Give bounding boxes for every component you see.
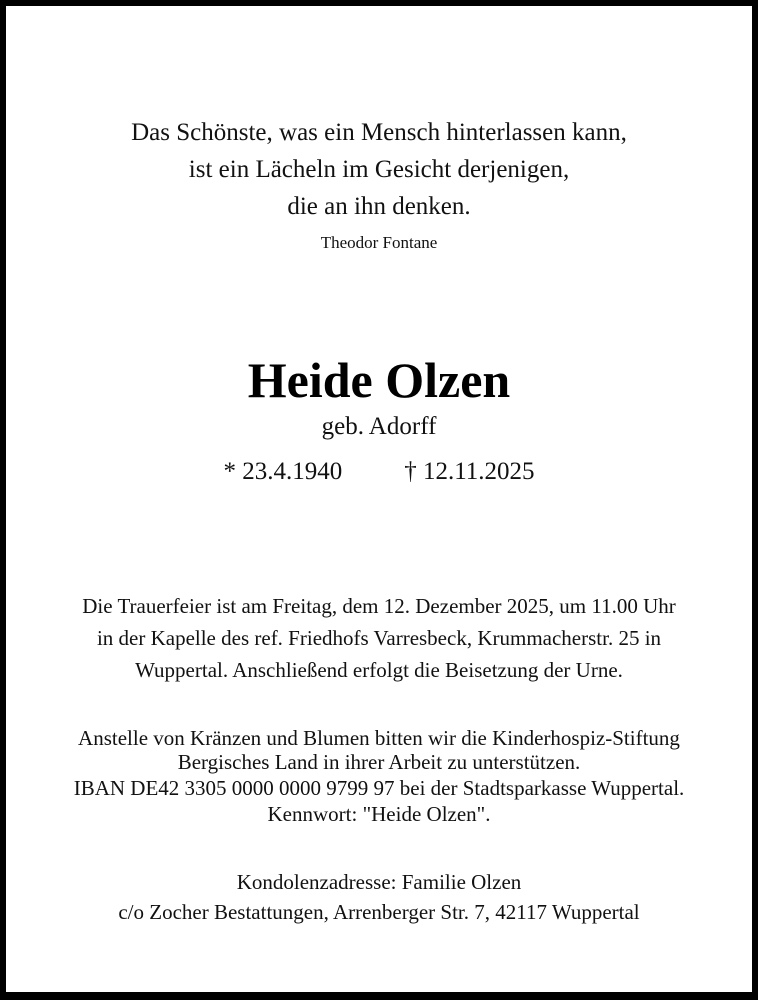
donation-line: Bergisches Land in ihrer Arbeit zu unterstützen. xyxy=(177,750,581,774)
donation-line: Kennwort: "Heide Olzen". xyxy=(267,802,491,826)
quote-line: die an ihn denken. xyxy=(287,193,471,220)
ceremony-line: Wuppertal. Anschließend erfolgt die Beisetzung der Urne. xyxy=(135,658,623,682)
donation-line: Anstelle von Kränzen und Blumen bitten wir die Kinderhospiz-Stiftung xyxy=(78,726,680,750)
maiden-name: geb. Adorff xyxy=(321,413,437,440)
quote-line: ist ein Lächeln im Gesicht derjenigen, xyxy=(188,156,570,183)
donation-line: IBAN DE42 3305 0000 0000 9799 97 bei der Stadtsparkasse Wuppertal. xyxy=(73,776,685,800)
life-dates xyxy=(6,457,752,487)
ceremony-line: Die Trauerfeier ist am Freitag, dem 12. Dezember 2025, um 11.00 Uhr xyxy=(82,594,676,618)
condolence-line: Kondolenzadresse: Familie Olzen xyxy=(236,870,522,894)
condolence-line: c/o Zocher Bestattungen, Arrenberger Str. 7, 42117 Wuppertal xyxy=(118,900,640,924)
death-date: † 12.11.2025 xyxy=(404,458,535,485)
quote-author: Theodor Fontane xyxy=(320,233,438,252)
deceased-name: Heide Olzen xyxy=(247,352,511,408)
birth-date: * 23.4.1940 xyxy=(223,458,343,485)
quote-line: Das Schönste, was ein Mensch hinterlassen kann, xyxy=(131,119,627,146)
ceremony-line: in der Kapelle des ref. Friedhofs Varresbeck, Krummacherstr. 25 in xyxy=(96,626,662,650)
